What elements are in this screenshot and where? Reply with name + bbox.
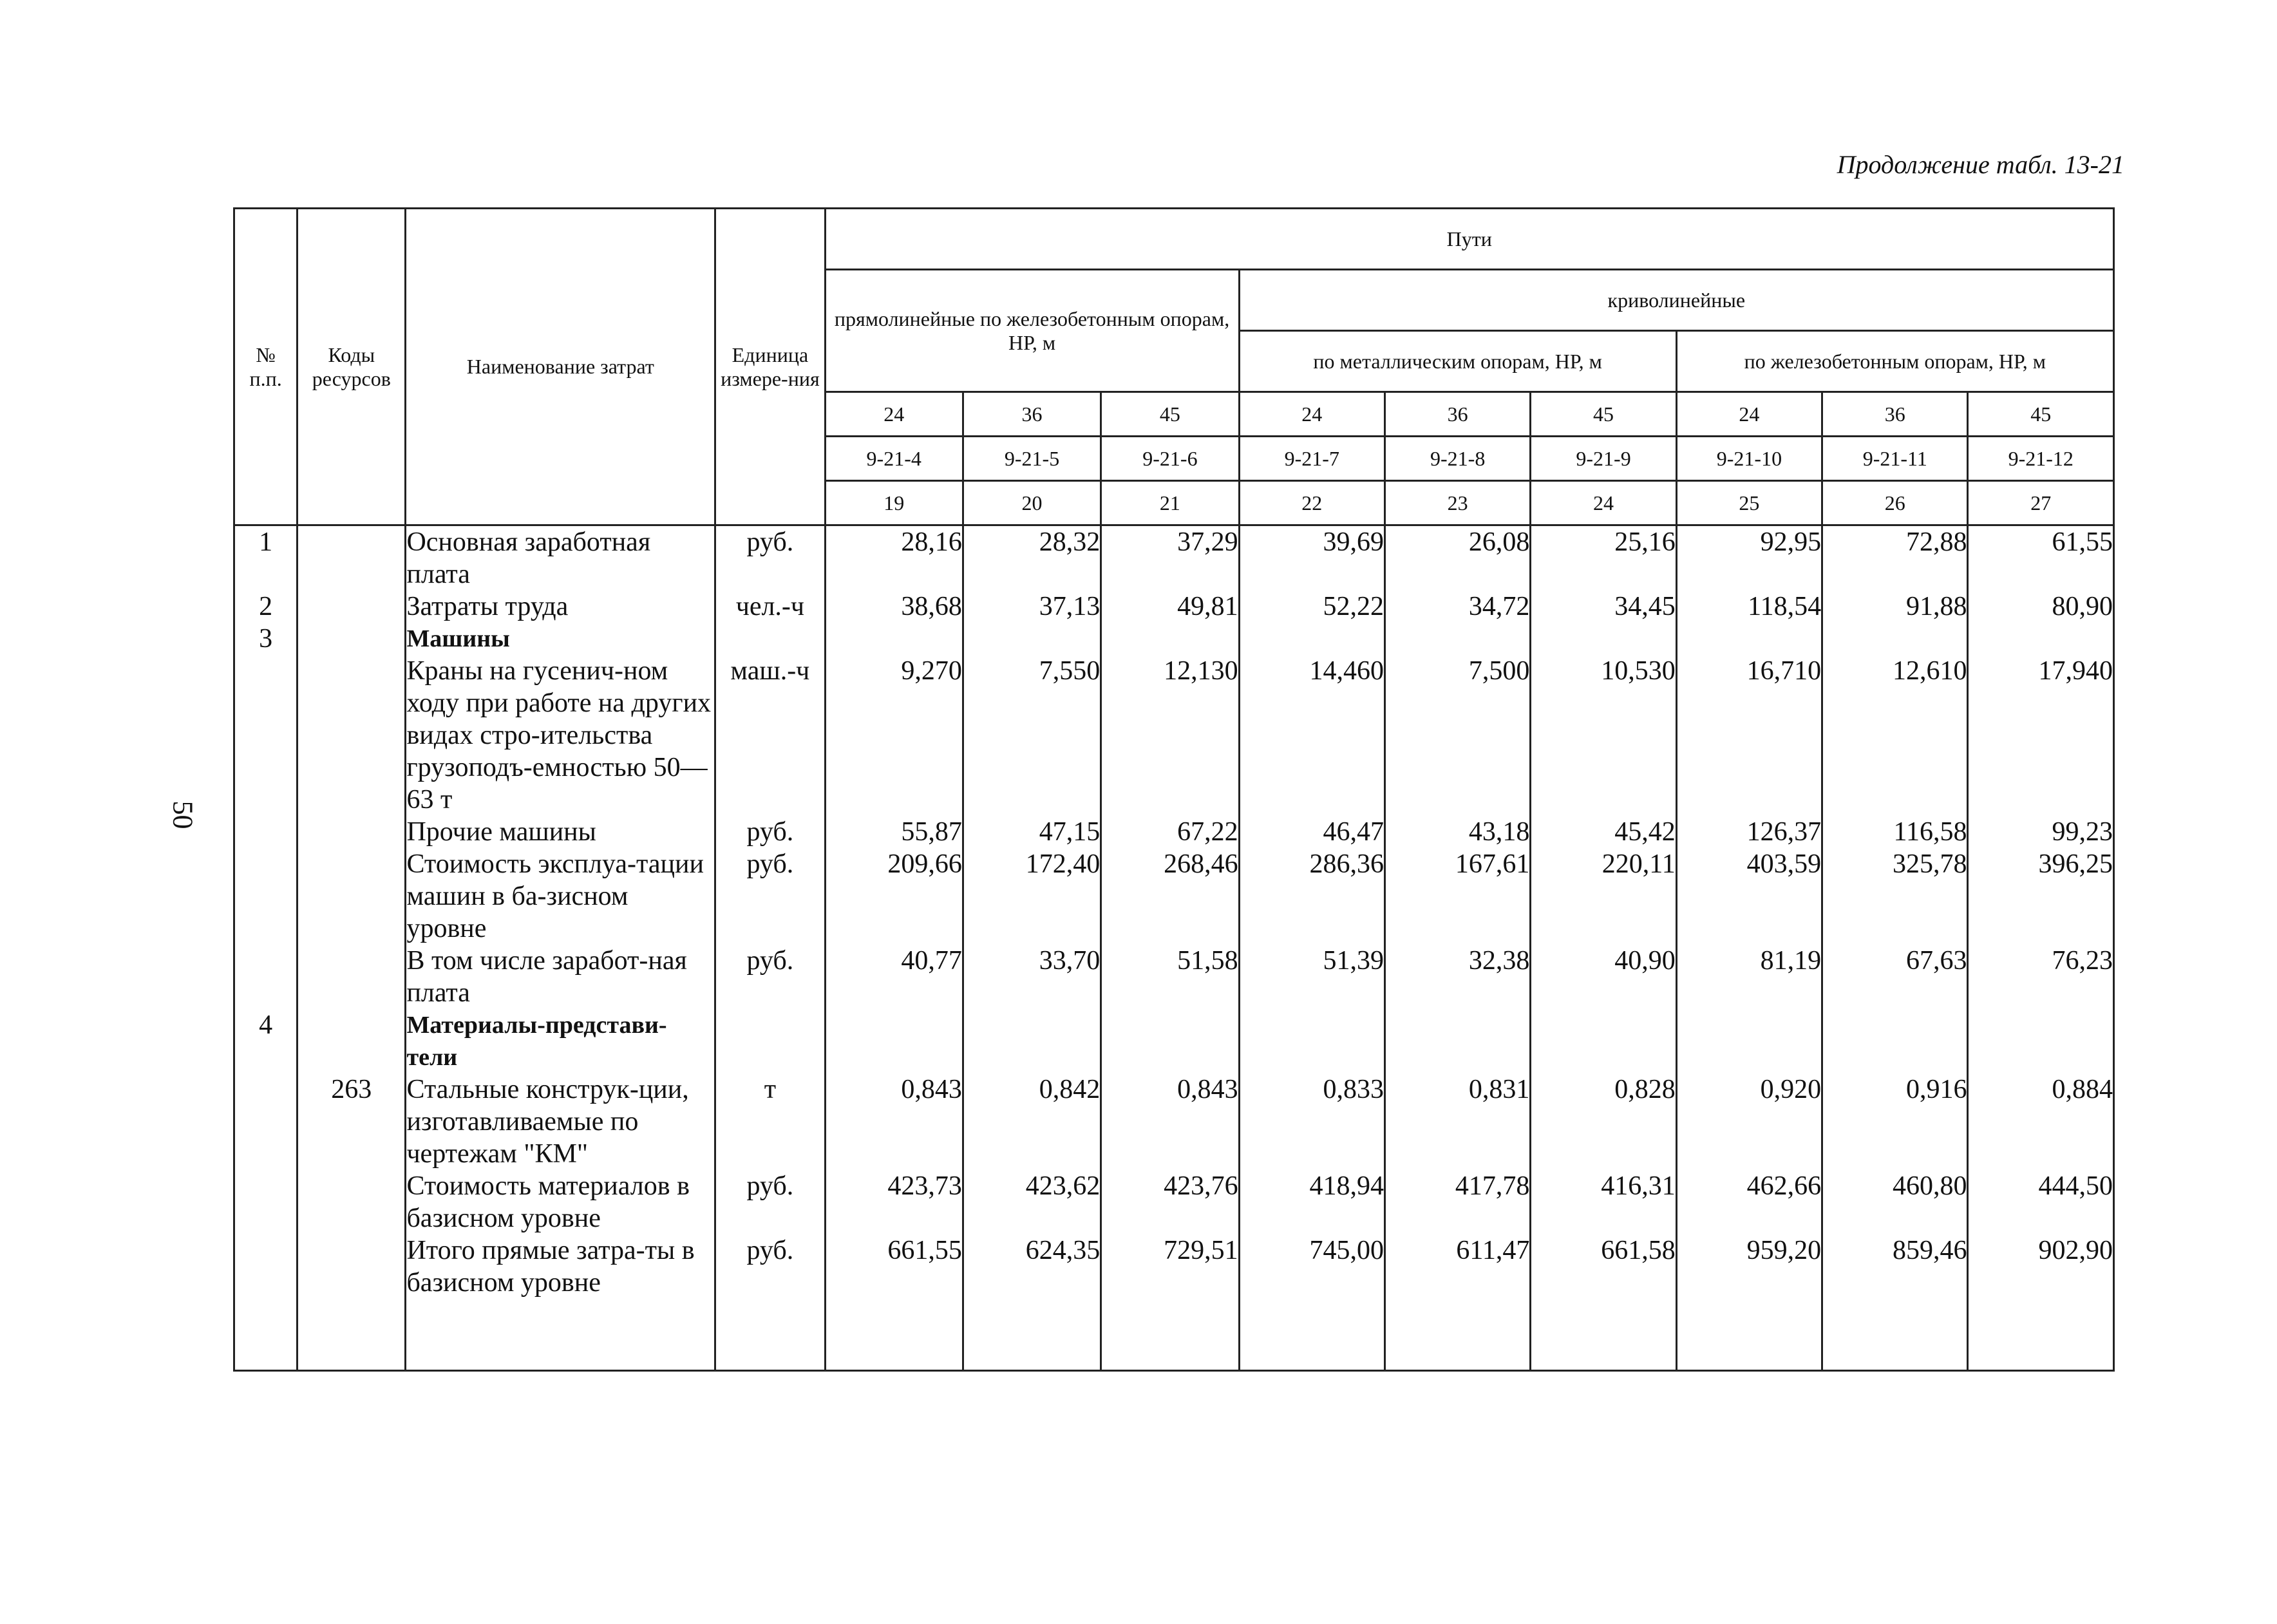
spacer-cell: [1676, 1299, 1822, 1371]
value-cell: 76,23: [1968, 945, 2114, 1009]
header-height-cell: 36: [963, 392, 1101, 437]
spacer-cell: [1101, 1299, 1239, 1371]
value-cell: 0,833: [1239, 1073, 1384, 1170]
row-number: [234, 848, 298, 945]
header-colnum-cell: 21: [1101, 481, 1239, 525]
spacer-cell: [1531, 1299, 1676, 1371]
value-cell: [1968, 1009, 2114, 1073]
value-cell: [1676, 623, 1822, 655]
value-cell: [1384, 1009, 1530, 1073]
value-cell: 14,460: [1239, 655, 1384, 816]
header-code-cell: 9-21-5: [963, 437, 1101, 481]
header-height-cell: 45: [1968, 392, 2114, 437]
value-cell: 462,66: [1676, 1170, 1822, 1234]
value-cell: 38,68: [825, 590, 963, 623]
value-cell: 118,54: [1676, 590, 1822, 623]
value-cell: [1239, 1009, 1384, 1073]
table-row: [234, 1073, 2114, 1170]
value-cell: [825, 1009, 963, 1073]
value-cell: 729,51: [1101, 1234, 1239, 1299]
table-row: [234, 945, 2114, 1009]
value-cell: 172,40: [963, 848, 1101, 945]
value-cell: 325,78: [1822, 848, 1968, 945]
unit: т: [715, 1073, 825, 1170]
value-cell: 45,42: [1531, 816, 1676, 848]
value-cell: 26,08: [1384, 525, 1530, 591]
value-cell: 92,95: [1676, 525, 1822, 591]
resource-code: [298, 848, 406, 945]
table-row: [234, 655, 2114, 816]
resource-code: [298, 655, 406, 816]
table-row: [234, 848, 2114, 945]
row-number: 3: [234, 623, 298, 655]
header-curved-metal: по металлическим опорам, НР, м: [1239, 331, 1676, 392]
resource-code: [298, 816, 406, 848]
header-code-cell: 9-21-10: [1676, 437, 1822, 481]
resource-code: [298, 1009, 406, 1073]
cost-name: Стальные конструк-ции, изготавливаемые по чертежам "КМ": [406, 1073, 715, 1170]
cost-name: Итого прямые затра-ты в базисном уровне: [406, 1234, 715, 1299]
header-colnum-cell: 25: [1676, 481, 1822, 525]
resource-code: 263: [298, 1073, 406, 1170]
header-height-cell: 36: [1822, 392, 1968, 437]
header-no: № п.п.: [234, 209, 298, 525]
value-cell: [1968, 623, 2114, 655]
value-cell: 55,87: [825, 816, 963, 848]
unit: руб.: [715, 525, 825, 591]
header-height-cell: 24: [1676, 392, 1822, 437]
resource-code: [298, 525, 406, 591]
page-number: 50: [167, 800, 199, 829]
cost-name: Стоимость эксплуа-тации машин в ба-зисном уровне: [406, 848, 715, 945]
unit: маш.-ч: [715, 655, 825, 816]
cost-name: Затраты труда: [406, 590, 715, 623]
table-row: [234, 623, 2114, 655]
value-cell: 0,843: [825, 1073, 963, 1170]
spacer-cell: [825, 1299, 963, 1371]
header-unit: Единица измере-ния: [715, 209, 825, 525]
value-cell: [1101, 1009, 1239, 1073]
header-colnum-cell: 23: [1384, 481, 1530, 525]
value-cell: 67,63: [1822, 945, 1968, 1009]
value-cell: 661,55: [825, 1234, 963, 1299]
value-cell: 12,130: [1101, 655, 1239, 816]
value-cell: [1822, 623, 1968, 655]
value-cell: 33,70: [963, 945, 1101, 1009]
header-group: Пути: [825, 209, 2113, 270]
value-cell: 0,920: [1676, 1073, 1822, 1170]
header-name: Наименование затрат: [406, 209, 715, 525]
cost-name: В том числе заработ-ная плата: [406, 945, 715, 1009]
value-cell: 403,59: [1676, 848, 1822, 945]
value-cell: [963, 623, 1101, 655]
value-cell: 91,88: [1822, 590, 1968, 623]
resource-code: [298, 945, 406, 1009]
spacer-cell: [234, 1299, 298, 1371]
value-cell: [963, 1009, 1101, 1073]
header-code-cell: 9-21-8: [1384, 437, 1530, 481]
cost-name: Краны на гусенич-ном ходу при работе на других видах стро-ительства грузоподъ-емностью 50—63 т: [406, 655, 715, 816]
value-cell: [1384, 623, 1530, 655]
value-cell: 624,35: [963, 1234, 1101, 1299]
value-cell: 72,88: [1822, 525, 1968, 591]
value-cell: 37,29: [1101, 525, 1239, 591]
value-cell: [1531, 1009, 1676, 1073]
value-cell: 0,831: [1384, 1073, 1530, 1170]
value-cell: 209,66: [825, 848, 963, 945]
value-cell: 52,22: [1239, 590, 1384, 623]
header-code-cell: 9-21-11: [1822, 437, 1968, 481]
resource-code: [298, 1170, 406, 1234]
unit: чел.-ч: [715, 590, 825, 623]
value-cell: 423,73: [825, 1170, 963, 1234]
value-cell: 444,50: [1968, 1170, 2114, 1234]
header-height-cell: 36: [1384, 392, 1530, 437]
header-colnum-cell: 20: [963, 481, 1101, 525]
value-cell: 49,81: [1101, 590, 1239, 623]
unit: руб.: [715, 1234, 825, 1299]
header-height-cell: 45: [1101, 392, 1239, 437]
value-cell: 9,270: [825, 655, 963, 816]
value-cell: 0,842: [963, 1073, 1101, 1170]
value-cell: 0,843: [1101, 1073, 1239, 1170]
table-body: [234, 525, 2114, 1371]
value-cell: 40,77: [825, 945, 963, 1009]
header-code-cell: 9-21-4: [825, 437, 963, 481]
header-colnum-cell: 19: [825, 481, 963, 525]
value-cell: 67,22: [1101, 816, 1239, 848]
table-row: [234, 590, 2114, 623]
spacer-cell: [406, 1299, 715, 1371]
spacer-cell: [298, 1299, 406, 1371]
table-row: [234, 1170, 2114, 1234]
value-cell: 611,47: [1384, 1234, 1530, 1299]
header-straight: прямолинейные по железобетонным опорам, НР, м: [825, 270, 1239, 392]
value-cell: 99,23: [1968, 816, 2114, 848]
value-cell: 416,31: [1531, 1170, 1676, 1234]
row-number: [234, 1073, 298, 1170]
value-cell: 81,19: [1676, 945, 1822, 1009]
row-number: 1: [234, 525, 298, 591]
header-code-cell: 9-21-12: [1968, 437, 2114, 481]
header-code-cell: 9-21-6: [1101, 437, 1239, 481]
value-cell: 220,11: [1531, 848, 1676, 945]
value-cell: 116,58: [1822, 816, 1968, 848]
row-number: [234, 1234, 298, 1299]
value-cell: 7,500: [1384, 655, 1530, 816]
unit: [715, 623, 825, 655]
cost-table: [233, 207, 2115, 1372]
header-colnum-cell: 27: [1968, 481, 2114, 525]
table-row: [234, 525, 2114, 591]
value-cell: 167,61: [1384, 848, 1530, 945]
table-row: [234, 1009, 2114, 1073]
table-caption: Продолжение табл. 13-21: [1837, 150, 2124, 179]
value-cell: 28,32: [963, 525, 1101, 591]
table-row: [234, 1234, 2114, 1299]
value-cell: 902,90: [1968, 1234, 2114, 1299]
value-cell: 37,13: [963, 590, 1101, 623]
spacer-cell: [1239, 1299, 1384, 1371]
value-cell: [1239, 623, 1384, 655]
value-cell: 10,530: [1531, 655, 1676, 816]
value-cell: 959,20: [1676, 1234, 1822, 1299]
value-cell: 396,25: [1968, 848, 2114, 945]
row-number: [234, 655, 298, 816]
value-cell: 40,90: [1531, 945, 1676, 1009]
cost-name: Машины: [406, 623, 715, 655]
table-bottom-spacer: [234, 1299, 2114, 1371]
value-cell: 80,90: [1968, 590, 2114, 623]
row-number: 2: [234, 590, 298, 623]
value-cell: 17,940: [1968, 655, 2114, 816]
value-cell: 47,15: [963, 816, 1101, 848]
row-number: 4: [234, 1009, 298, 1073]
value-cell: 460,80: [1822, 1170, 1968, 1234]
value-cell: 418,94: [1239, 1170, 1384, 1234]
unit: руб.: [715, 816, 825, 848]
spacer-cell: [715, 1299, 825, 1371]
spacer-cell: [1822, 1299, 1968, 1371]
value-cell: 417,78: [1384, 1170, 1530, 1234]
table-header: [234, 209, 2114, 525]
header-height-cell: 45: [1531, 392, 1676, 437]
unit: руб.: [715, 1170, 825, 1234]
value-cell: 423,76: [1101, 1170, 1239, 1234]
header-code-cell: 9-21-7: [1239, 437, 1384, 481]
header-code-cell: 9-21-9: [1531, 437, 1676, 481]
value-cell: 126,37: [1676, 816, 1822, 848]
value-cell: 16,710: [1676, 655, 1822, 816]
value-cell: 859,46: [1822, 1234, 1968, 1299]
value-cell: [825, 623, 963, 655]
resource-code: [298, 623, 406, 655]
value-cell: [1822, 1009, 1968, 1073]
header-curved: криволинейные: [1239, 270, 2113, 331]
value-cell: 51,58: [1101, 945, 1239, 1009]
cost-name: Стоимость материалов в базисном уровне: [406, 1170, 715, 1234]
table-row: [234, 816, 2114, 848]
row-number: [234, 1170, 298, 1234]
cost-name: Основная заработная плата: [406, 525, 715, 591]
value-cell: 745,00: [1239, 1234, 1384, 1299]
header-codes: Коды ресурсов: [298, 209, 406, 525]
value-cell: 25,16: [1531, 525, 1676, 591]
header-colnum-cell: 24: [1531, 481, 1676, 525]
value-cell: 0,916: [1822, 1073, 1968, 1170]
row-number: [234, 945, 298, 1009]
resource-code: [298, 1234, 406, 1299]
value-cell: 661,58: [1531, 1234, 1676, 1299]
value-cell: 28,16: [825, 525, 963, 591]
value-cell: 423,62: [963, 1170, 1101, 1234]
value-cell: 0,828: [1531, 1073, 1676, 1170]
header-height-cell: 24: [825, 392, 963, 437]
value-cell: 7,550: [963, 655, 1101, 816]
value-cell: 46,47: [1239, 816, 1384, 848]
header-colnum-cell: 26: [1822, 481, 1968, 525]
value-cell: 32,38: [1384, 945, 1530, 1009]
value-cell: [1101, 623, 1239, 655]
value-cell: 61,55: [1968, 525, 2114, 591]
spacer-cell: [1384, 1299, 1530, 1371]
value-cell: 268,46: [1101, 848, 1239, 945]
header-colnum-cell: 22: [1239, 481, 1384, 525]
spacer-cell: [1968, 1299, 2114, 1371]
value-cell: [1676, 1009, 1822, 1073]
value-cell: 43,18: [1384, 816, 1530, 848]
value-cell: 12,610: [1822, 655, 1968, 816]
resource-code: [298, 590, 406, 623]
value-cell: 39,69: [1239, 525, 1384, 591]
header-curved-concrete: по железобетонным опорам, НР, м: [1676, 331, 2113, 392]
cost-name: Прочие машины: [406, 816, 715, 848]
value-cell: 34,45: [1531, 590, 1676, 623]
cost-name: Материалы-представи-тели: [406, 1009, 715, 1073]
row-number: [234, 816, 298, 848]
value-cell: 286,36: [1239, 848, 1384, 945]
header-height-cell: 24: [1239, 392, 1384, 437]
value-cell: 34,72: [1384, 590, 1530, 623]
unit: руб.: [715, 848, 825, 945]
spacer-cell: [963, 1299, 1101, 1371]
value-cell: 0,884: [1968, 1073, 2114, 1170]
value-cell: [1531, 623, 1676, 655]
value-cell: 51,39: [1239, 945, 1384, 1009]
unit: руб.: [715, 945, 825, 1009]
unit: [715, 1009, 825, 1073]
